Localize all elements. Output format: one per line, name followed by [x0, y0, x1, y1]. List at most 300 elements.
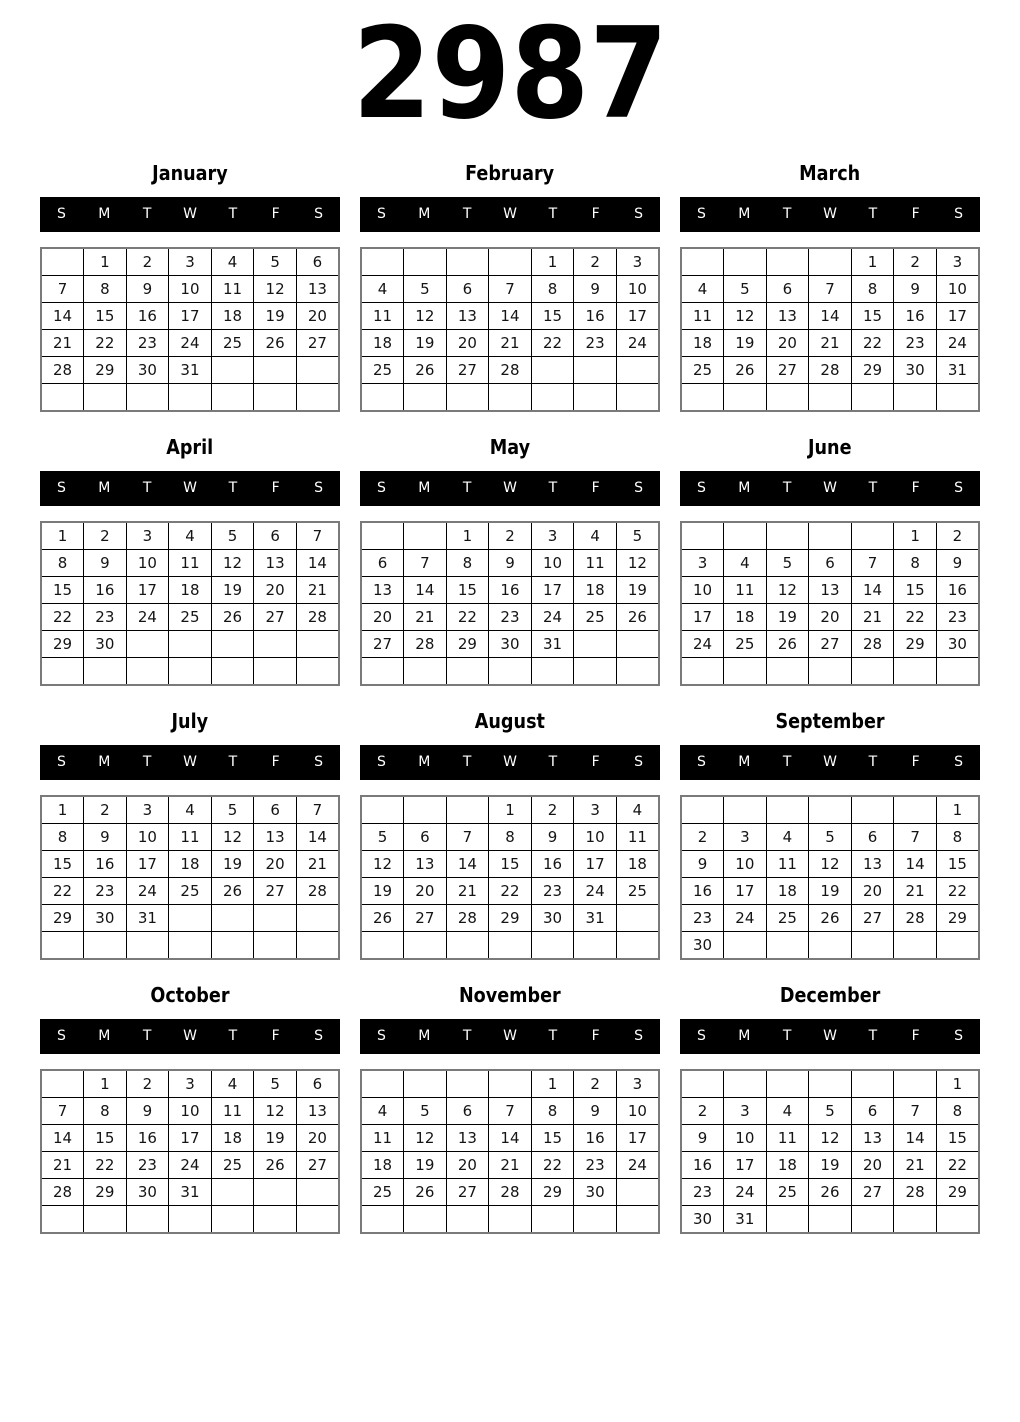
day-cell: 30: [84, 631, 127, 658]
empty-day-cell: [296, 1179, 339, 1206]
day-cell: 14: [894, 851, 937, 878]
day-cell: 23: [84, 604, 127, 631]
weekday-label: T: [228, 206, 238, 222]
weekday-header-row: [680, 471, 980, 506]
month-title-text: July: [171, 709, 209, 733]
day-cell: 19: [809, 878, 852, 905]
calendar-grid: [0, 162, 1020, 1234]
day-cell: 29: [531, 1179, 574, 1206]
day-cell: 13: [851, 1125, 894, 1152]
weekday-label: F: [911, 754, 920, 770]
day-cell: 14: [809, 303, 852, 330]
week-row: [41, 1152, 339, 1179]
empty-day-cell: [894, 1070, 937, 1098]
day-cell: 1: [531, 1070, 574, 1098]
day-cell: 7: [446, 824, 489, 851]
month-title: [680, 436, 980, 458]
month-grid: [680, 795, 980, 960]
day-cell: 1: [84, 1070, 127, 1098]
day-cell: 4: [169, 522, 212, 550]
week-row: [681, 1179, 979, 1206]
day-cell: 8: [851, 276, 894, 303]
day-cell: 3: [169, 248, 212, 276]
week-row: [361, 851, 659, 878]
day-cell: 12: [404, 1125, 447, 1152]
day-cell: 1: [84, 248, 127, 276]
day-cell: 2: [531, 796, 574, 824]
day-cell: 27: [254, 878, 297, 905]
day-cell: 6: [446, 1098, 489, 1125]
empty-day-cell: [851, 796, 894, 824]
empty-day-cell: [211, 1206, 254, 1234]
day-cell: 2: [489, 522, 532, 550]
weekday-label: T: [868, 480, 878, 496]
empty-day-cell: [894, 932, 937, 960]
weekday-label: S: [376, 480, 386, 496]
empty-day-cell: [361, 658, 404, 686]
day-cell: 23: [126, 1152, 169, 1179]
weekday-label: F: [591, 206, 600, 222]
empty-day-cell: [446, 248, 489, 276]
empty-day-cell: [404, 932, 447, 960]
day-cell: 31: [724, 1206, 767, 1234]
weekday-header-row: [360, 471, 660, 506]
weekday-label: S: [954, 1028, 964, 1044]
day-cell: 6: [296, 248, 339, 276]
week-row: [681, 303, 979, 330]
empty-day-cell: [574, 384, 617, 412]
weekday-label: S: [56, 1028, 66, 1044]
empty-day-cell: [84, 1206, 127, 1234]
day-cell: 4: [361, 276, 404, 303]
empty-day-cell: [489, 658, 532, 686]
week-row: [361, 1098, 659, 1125]
day-cell: 19: [616, 577, 659, 604]
day-cell: 26: [361, 905, 404, 932]
day-cell: 27: [361, 631, 404, 658]
weekday-label: W: [503, 1028, 517, 1044]
day-cell: 10: [724, 851, 767, 878]
empty-day-cell: [809, 796, 852, 824]
day-cell: 14: [296, 824, 339, 851]
month-title-text: January: [152, 161, 228, 185]
day-cell: 24: [616, 330, 659, 357]
day-cell: 13: [296, 1098, 339, 1125]
weekday-label: M: [98, 754, 111, 770]
day-cell: 17: [681, 604, 724, 631]
week-row: [361, 276, 659, 303]
weekday-label: T: [548, 480, 558, 496]
day-cell: 21: [489, 330, 532, 357]
day-cell: 28: [296, 878, 339, 905]
day-cell: 26: [766, 631, 809, 658]
day-cell: 1: [41, 522, 84, 550]
day-cell: 4: [681, 276, 724, 303]
day-cell: 21: [489, 1152, 532, 1179]
day-cell: 14: [41, 303, 84, 330]
empty-day-cell: [809, 1070, 852, 1098]
day-cell: 4: [361, 1098, 404, 1125]
week-row: [681, 1098, 979, 1125]
day-cell: 10: [616, 1098, 659, 1125]
week-row: [361, 1070, 659, 1098]
day-cell: 29: [489, 905, 532, 932]
day-cell: 17: [616, 1125, 659, 1152]
weekday-label: M: [418, 754, 431, 770]
day-cell: 3: [531, 522, 574, 550]
empty-day-cell: [169, 658, 212, 686]
day-cell: 27: [254, 604, 297, 631]
day-cell: 15: [894, 577, 937, 604]
week-row: [41, 796, 339, 824]
empty-day-cell: [724, 248, 767, 276]
empty-day-cell: [404, 384, 447, 412]
day-cell: 28: [489, 1179, 532, 1206]
month-title: [360, 436, 660, 458]
day-cell: 22: [851, 330, 894, 357]
day-cell: 5: [724, 276, 767, 303]
day-cell: 5: [211, 796, 254, 824]
week-row: [681, 1152, 979, 1179]
day-cell: 6: [254, 796, 297, 824]
week-row: [361, 905, 659, 932]
weekday-label: W: [503, 480, 517, 496]
weekday-header-row: [360, 1019, 660, 1054]
empty-day-cell: [361, 1070, 404, 1098]
day-cell: 6: [851, 1098, 894, 1125]
day-cell: 16: [489, 577, 532, 604]
day-cell: 27: [766, 357, 809, 384]
day-cell: 26: [254, 330, 297, 357]
day-cell: 11: [766, 1125, 809, 1152]
weekday-header-row: [40, 745, 340, 780]
day-cell: 12: [254, 1098, 297, 1125]
day-cell: 9: [84, 550, 127, 577]
day-cell: 20: [446, 330, 489, 357]
day-cell: 7: [489, 1098, 532, 1125]
empty-day-cell: [211, 631, 254, 658]
week-row: [681, 577, 979, 604]
day-cell: 16: [574, 303, 617, 330]
weekday-label: T: [142, 754, 152, 770]
day-cell: 22: [936, 878, 979, 905]
day-cell: 13: [254, 550, 297, 577]
day-cell: 22: [41, 878, 84, 905]
day-cell: 3: [936, 248, 979, 276]
day-cell: 5: [404, 1098, 447, 1125]
month-september: [680, 710, 980, 960]
week-row: [41, 384, 339, 412]
empty-day-cell: [766, 1206, 809, 1234]
day-cell: 13: [404, 851, 447, 878]
day-cell: 11: [361, 1125, 404, 1152]
empty-day-cell: [296, 932, 339, 960]
month-title: [680, 162, 980, 184]
empty-day-cell: [766, 384, 809, 412]
day-cell: 17: [169, 1125, 212, 1152]
week-row: [681, 276, 979, 303]
day-cell: 28: [446, 905, 489, 932]
day-cell: 29: [84, 357, 127, 384]
day-cell: 15: [446, 577, 489, 604]
day-cell: 13: [254, 824, 297, 851]
weekday-label: T: [782, 480, 792, 496]
weekday-label: F: [591, 1028, 600, 1044]
day-cell: 20: [851, 1152, 894, 1179]
day-cell: 10: [126, 824, 169, 851]
weekday-header-row: [40, 471, 340, 506]
empty-day-cell: [254, 631, 297, 658]
day-cell: 20: [766, 330, 809, 357]
day-cell: 31: [936, 357, 979, 384]
empty-day-cell: [809, 384, 852, 412]
empty-day-cell: [169, 631, 212, 658]
empty-day-cell: [41, 658, 84, 686]
empty-day-cell: [851, 1206, 894, 1234]
day-cell: 7: [894, 824, 937, 851]
day-cell: 22: [41, 604, 84, 631]
weekday-label: T: [782, 754, 792, 770]
day-cell: 31: [169, 357, 212, 384]
day-cell: 22: [446, 604, 489, 631]
day-cell: 23: [574, 1152, 617, 1179]
day-cell: 29: [84, 1179, 127, 1206]
empty-day-cell: [766, 932, 809, 960]
week-row: [361, 303, 659, 330]
weekday-label: F: [271, 480, 280, 496]
month-grid: [680, 521, 980, 686]
empty-day-cell: [724, 522, 767, 550]
day-cell: 10: [936, 276, 979, 303]
empty-day-cell: [361, 796, 404, 824]
day-cell: 15: [936, 1125, 979, 1152]
day-cell: 1: [936, 1070, 979, 1098]
weekday-header-row: [680, 1019, 980, 1054]
day-cell: 21: [404, 604, 447, 631]
weekday-label: F: [591, 754, 600, 770]
day-cell: 17: [126, 851, 169, 878]
day-cell: 29: [936, 1179, 979, 1206]
weekday-label: T: [228, 754, 238, 770]
day-cell: 5: [254, 248, 297, 276]
day-cell: 24: [724, 1179, 767, 1206]
weekday-label: W: [823, 754, 837, 770]
day-cell: 4: [766, 824, 809, 851]
day-cell: 7: [41, 276, 84, 303]
day-cell: 24: [169, 330, 212, 357]
empty-day-cell: [616, 658, 659, 686]
day-cell: 26: [254, 1152, 297, 1179]
day-cell: 4: [616, 796, 659, 824]
day-cell: 28: [404, 631, 447, 658]
day-cell: 26: [211, 604, 254, 631]
day-cell: 28: [489, 357, 532, 384]
empty-day-cell: [766, 248, 809, 276]
week-row: [361, 357, 659, 384]
weekday-label: S: [376, 206, 386, 222]
weekday-label: T: [462, 480, 472, 496]
weekday-label: S: [376, 1028, 386, 1044]
day-cell: 2: [126, 1070, 169, 1098]
month-title-text: February: [465, 161, 555, 185]
month-november: [360, 984, 660, 1234]
day-cell: 8: [531, 1098, 574, 1125]
empty-day-cell: [574, 1206, 617, 1234]
week-row: [681, 851, 979, 878]
month-title-text: May: [489, 435, 531, 459]
day-cell: 12: [809, 1125, 852, 1152]
day-cell: 3: [616, 248, 659, 276]
day-cell: 9: [936, 550, 979, 577]
empty-day-cell: [404, 1206, 447, 1234]
day-cell: 26: [724, 357, 767, 384]
week-row: [41, 522, 339, 550]
month-title-text: August: [474, 709, 546, 733]
day-cell: 14: [851, 577, 894, 604]
day-cell: 21: [296, 851, 339, 878]
day-cell: 2: [894, 248, 937, 276]
week-row: [361, 878, 659, 905]
weekday-header-row: [680, 745, 980, 780]
empty-day-cell: [169, 1206, 212, 1234]
empty-day-cell: [361, 384, 404, 412]
month-title-text: March: [799, 161, 861, 185]
day-cell: 24: [616, 1152, 659, 1179]
weekday-label: T: [142, 1028, 152, 1044]
day-cell: 28: [894, 905, 937, 932]
month-title: [360, 162, 660, 184]
empty-day-cell: [724, 796, 767, 824]
day-cell: 19: [254, 1125, 297, 1152]
day-cell: 22: [84, 1152, 127, 1179]
day-cell: 12: [211, 824, 254, 851]
day-cell: 29: [894, 631, 937, 658]
weekday-label: W: [823, 1028, 837, 1044]
day-cell: 4: [169, 796, 212, 824]
day-cell: 9: [126, 1098, 169, 1125]
empty-day-cell: [851, 932, 894, 960]
day-cell: 12: [254, 276, 297, 303]
weekday-label: T: [868, 1028, 878, 1044]
day-cell: 11: [766, 851, 809, 878]
empty-day-cell: [616, 932, 659, 960]
week-row: [361, 658, 659, 686]
day-cell: 31: [169, 1179, 212, 1206]
weekday-label: S: [954, 480, 964, 496]
week-row: [41, 276, 339, 303]
week-row: [41, 330, 339, 357]
day-cell: 11: [169, 550, 212, 577]
empty-day-cell: [724, 1070, 767, 1098]
day-cell: 8: [531, 276, 574, 303]
day-cell: 20: [296, 303, 339, 330]
empty-day-cell: [41, 932, 84, 960]
week-row: [681, 248, 979, 276]
week-row: [41, 1206, 339, 1234]
month-june: [680, 436, 980, 686]
day-cell: 12: [211, 550, 254, 577]
week-row: [681, 1125, 979, 1152]
empty-day-cell: [296, 658, 339, 686]
day-cell: 11: [616, 824, 659, 851]
week-row: [681, 1070, 979, 1098]
empty-day-cell: [574, 658, 617, 686]
week-row: [681, 905, 979, 932]
day-cell: 25: [724, 631, 767, 658]
empty-day-cell: [489, 1070, 532, 1098]
day-cell: 15: [936, 851, 979, 878]
week-row: [361, 577, 659, 604]
day-cell: 18: [211, 303, 254, 330]
week-row: [41, 905, 339, 932]
day-cell: 6: [254, 522, 297, 550]
day-cell: 6: [404, 824, 447, 851]
day-cell: 4: [211, 248, 254, 276]
week-row: [681, 878, 979, 905]
day-cell: 20: [446, 1152, 489, 1179]
day-cell: 10: [681, 577, 724, 604]
day-cell: 3: [126, 796, 169, 824]
month-title: [680, 710, 980, 732]
empty-day-cell: [489, 384, 532, 412]
empty-day-cell: [41, 1206, 84, 1234]
weekday-label: M: [738, 480, 751, 496]
day-cell: 5: [616, 522, 659, 550]
day-cell: 5: [361, 824, 404, 851]
empty-day-cell: [531, 384, 574, 412]
day-cell: 16: [531, 851, 574, 878]
day-cell: 27: [446, 1179, 489, 1206]
day-cell: 24: [574, 878, 617, 905]
week-row: [681, 932, 979, 960]
month-title-text: October: [150, 983, 230, 1007]
day-cell: 13: [766, 303, 809, 330]
day-cell: 19: [361, 878, 404, 905]
empty-day-cell: [766, 522, 809, 550]
week-row: [361, 1125, 659, 1152]
month-october: [40, 984, 340, 1234]
day-cell: 22: [531, 1152, 574, 1179]
empty-day-cell: [724, 932, 767, 960]
day-cell: 18: [724, 604, 767, 631]
week-row: [681, 1206, 979, 1234]
week-row: [41, 1179, 339, 1206]
empty-day-cell: [531, 932, 574, 960]
day-cell: 16: [126, 1125, 169, 1152]
day-cell: 27: [851, 905, 894, 932]
day-cell: 16: [681, 1152, 724, 1179]
empty-day-cell: [446, 658, 489, 686]
day-cell: 8: [84, 1098, 127, 1125]
day-cell: 18: [361, 1152, 404, 1179]
day-cell: 18: [681, 330, 724, 357]
empty-day-cell: [211, 1179, 254, 1206]
day-cell: 6: [296, 1070, 339, 1098]
weekday-label: T: [462, 1028, 472, 1044]
weekday-label: S: [56, 480, 66, 496]
empty-day-cell: [296, 905, 339, 932]
month-title: [40, 436, 340, 458]
day-cell: 30: [681, 932, 724, 960]
day-cell: 3: [574, 796, 617, 824]
month-december: [680, 984, 980, 1234]
empty-day-cell: [361, 522, 404, 550]
empty-day-cell: [531, 658, 574, 686]
day-cell: 26: [404, 357, 447, 384]
day-cell: 25: [169, 604, 212, 631]
day-cell: 30: [126, 1179, 169, 1206]
empty-day-cell: [254, 658, 297, 686]
